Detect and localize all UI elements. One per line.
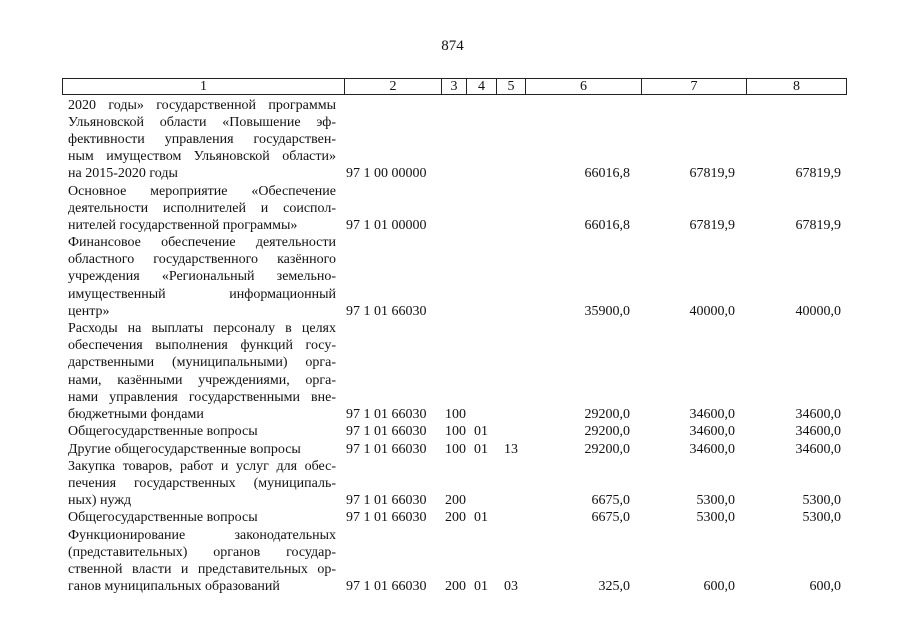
- row-code: 97 1 01 66030: [346, 424, 427, 440]
- table-header: [62, 78, 847, 95]
- row-col-3: 200: [445, 510, 466, 526]
- header-col-8: 8: [793, 79, 800, 94]
- description-line: печения государственных (муниципаль-: [68, 475, 336, 491]
- description-line: Общегосударственные вопросы: [68, 424, 258, 440]
- row-value-7: 67819,9: [689, 166, 735, 182]
- row-value-8: 5300,0: [802, 493, 841, 509]
- row-col-3: 100: [445, 407, 466, 423]
- description-line: Общегосударственные вопросы: [68, 510, 258, 526]
- header-col-6: 6: [526, 79, 642, 94]
- row-value-6: 29200,0: [584, 441, 630, 457]
- row-description: [68, 509, 336, 526]
- row-value-6: 29200,0: [584, 424, 630, 440]
- row-col-5: 13: [504, 441, 518, 457]
- row-value-7: 34600,0: [689, 407, 735, 423]
- table-row: [0, 423, 905, 440]
- row-col-4: 01: [474, 510, 488, 526]
- row-description: [68, 97, 336, 183]
- table-row: [0, 509, 905, 526]
- row-description: [68, 234, 336, 320]
- row-description: [68, 183, 336, 235]
- row-value-7: 67819,9: [689, 217, 735, 233]
- header-col-1: 1: [63, 79, 345, 94]
- description-line: Основное мероприятие «Обеспечение: [68, 183, 336, 199]
- row-code: 97 1 01 00000: [346, 217, 427, 233]
- header-col-2: 2: [345, 79, 442, 94]
- description-line: ственной власти и представительных ор-: [68, 561, 336, 577]
- header-col-3: 3: [442, 79, 467, 94]
- description-line: нами управления государственными вне-: [68, 389, 336, 405]
- row-value-8: 34600,0: [795, 407, 841, 423]
- row-value-7: 34600,0: [689, 441, 735, 457]
- row-col-3: 200: [445, 579, 466, 595]
- table-row: [0, 234, 905, 320]
- header-col-7: 7: [642, 79, 747, 94]
- description-line: Функционирование законодательных: [68, 527, 336, 543]
- row-value-8: 34600,0: [795, 441, 841, 457]
- row-value-6: 6675,0: [591, 493, 630, 509]
- table-row: [0, 458, 905, 510]
- row-value-6: 29200,0: [584, 407, 630, 423]
- description-line: фективности управления государствен-: [68, 131, 336, 147]
- row-value-8: 600,0: [809, 579, 841, 595]
- description-line: ным имуществом Ульяновской области»: [68, 149, 336, 165]
- description-line: ных) нужд: [68, 493, 132, 509]
- row-col-3: 100: [445, 424, 466, 440]
- row-description: [68, 423, 336, 440]
- row-code: 97 1 01 66030: [346, 407, 427, 423]
- row-code: 97 1 00 00000: [346, 166, 427, 182]
- row-value-7: 5300,0: [696, 510, 735, 526]
- row-value-8: 40000,0: [795, 303, 841, 319]
- page-number: 874: [441, 38, 464, 54]
- row-description: [68, 527, 336, 596]
- row-code: 97 1 01 66030: [346, 441, 427, 457]
- table-row: [0, 97, 905, 183]
- row-description: [68, 458, 336, 510]
- description-line: Расходы на выплаты персоналу в целях: [68, 321, 336, 337]
- description-line: учреждения «Региональный земельно-: [68, 269, 336, 285]
- row-value-7: 34600,0: [689, 424, 735, 440]
- description-line: бюджетными фондами: [68, 407, 204, 423]
- header-col-5: 5: [497, 79, 526, 94]
- row-description: [68, 320, 336, 423]
- description-line: Закупка товаров, работ и услуг для обес-: [68, 458, 336, 474]
- description-line: Ульяновской области «Повышение эф-: [68, 114, 336, 130]
- row-value-6: 6675,0: [591, 510, 630, 526]
- description-line: деятельности исполнителей и соиспол-: [68, 200, 336, 216]
- description-line: 2020 годы» государственной программы: [68, 97, 336, 113]
- description-line: (представительных) органов государ-: [68, 544, 336, 560]
- description-line: ганов муниципальных образований: [68, 579, 280, 595]
- description-line: нителей государственной программы»: [68, 217, 298, 233]
- row-value-7: 5300,0: [696, 493, 735, 509]
- description-line: обеспечения выполнения функций госу-: [68, 338, 336, 354]
- description-line: имущественный информационный: [68, 286, 336, 302]
- row-col-4: 01: [474, 441, 488, 457]
- row-value-8: 67819,9: [795, 217, 841, 233]
- row-col-4: 01: [474, 579, 488, 595]
- row-value-7: 600,0: [703, 579, 735, 595]
- description-line: областного государственного казённого: [68, 252, 336, 268]
- row-description: [68, 441, 336, 458]
- row-value-6: 35900,0: [584, 303, 630, 319]
- row-code: 97 1 01 66030: [346, 303, 427, 319]
- description-line: Финансовое обеспечение деятельности: [68, 235, 336, 251]
- row-value-6: 325,0: [598, 579, 630, 595]
- row-value-6: 66016,8: [584, 166, 630, 182]
- row-code: 97 1 01 66030: [346, 510, 427, 526]
- row-code: 97 1 01 66030: [346, 493, 427, 509]
- row-value-6: 66016,8: [584, 217, 630, 233]
- description-line: Другие общегосударственные вопросы: [68, 441, 301, 457]
- description-line: на 2015-2020 годы: [68, 166, 178, 182]
- row-col-3: 200: [445, 493, 466, 509]
- row-value-7: 40000,0: [689, 303, 735, 319]
- description-line: центр»: [68, 303, 110, 319]
- description-line: дарственными (муниципальными) орга-: [68, 355, 336, 371]
- table-row: [0, 183, 905, 235]
- row-value-8: 5300,0: [802, 510, 841, 526]
- row-col-5: 03: [504, 579, 518, 595]
- row-value-8: 67819,9: [795, 166, 841, 182]
- table-row: [0, 441, 905, 458]
- row-value-8: 34600,0: [795, 424, 841, 440]
- header-col-4: 4: [467, 79, 497, 94]
- row-code: 97 1 01 66030: [346, 579, 427, 595]
- row-col-4: 01: [474, 424, 488, 440]
- table-row: [0, 527, 905, 596]
- row-col-3: 100: [445, 441, 466, 457]
- table-row: [0, 320, 905, 423]
- description-line: нами, казёнными учреждениями, орга-: [68, 372, 336, 388]
